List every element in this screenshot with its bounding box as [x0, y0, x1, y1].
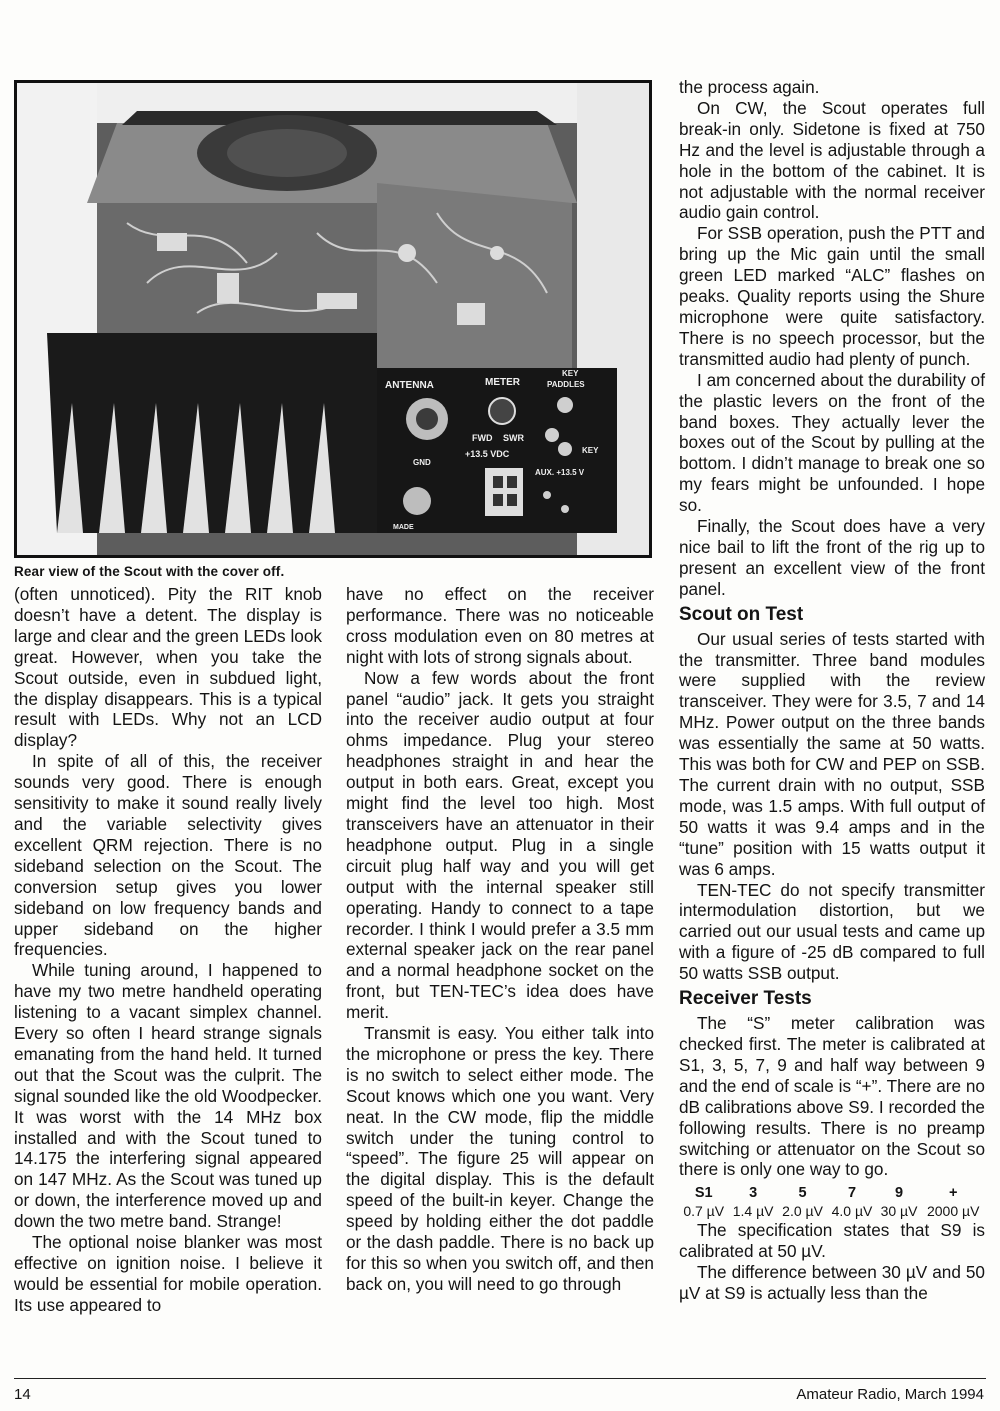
transceiver-illustration [17, 83, 649, 555]
s-meter-value: 2.0 µV [782, 1203, 823, 1220]
label-key: KEY [582, 446, 599, 455]
paragraph: For SSB operation, push the PTT and bring up the Mic gain until the small green LED marked “ALC” flashes on peaks. Quality reports using the Shure microphone were quite satisfactory. There is no speech processor, but the transmitted audio had plenty of punch. [679, 223, 985, 369]
column-1 [14, 584, 322, 1316]
s-meter-header: S1 [694, 1185, 713, 1202]
label-gnd: GND [413, 458, 431, 467]
s-meter-value: 4.0 µV [831, 1203, 873, 1220]
paragraph: Finally, the Scout does have a very nice bail to lift the front of the rig up to present an excellent view of the front panel. [679, 516, 985, 599]
paragraph: Now a few words about the front panel “audio” jack. It gets you straight into the receiver audio output at four ohms impedance. Plug your stereo headphones straight in and hear the output in both ears. Great, except you might find the level too high. Most transceivers have an attenuator in their headphone output. Plug in a single circuit plug half way and you will get output with the internal speaker still operating. Handy to connect to a tape recorder. I think I would prefer a 3.5 mm external speaker jack on the rear panel and a normal headphone socket on the front, but TEN-TEC’s idea does have merit. [346, 667, 654, 1023]
publication-line: Amateur Radio, March 1994 [796, 1386, 984, 1403]
label-made-in: MADE [393, 524, 414, 531]
paragraph: (often unnoticed). Pity the RIT knob doesn’t have a detent. The display is large and clear and the green LEDs look great. However, when you take the Scout outside, even in subdued light, the display disappears. This is a typical result with LEDs. Why not an LCD display? [14, 584, 322, 751]
paragraph: The optional noise blanker was most effective on ignition noise. I believe it would be essential for mobile operation. Its use appeared to [14, 1232, 322, 1315]
s-meter-table [679, 1184, 985, 1220]
meter-switch [489, 398, 515, 424]
label-aux: AUX. +13.5 V [535, 468, 585, 477]
label-swr: SWR [503, 433, 524, 443]
label-antenna: ANTENNA [385, 380, 434, 391]
column-3 [679, 77, 985, 1304]
paragraph: While tuning around, I happened to have my two metre handheld operating listening to a vacant simplex channel. Every so often I heard strange signals emanating from the hand held. It turned out that the Scout was the culprit. The signal sounded like the old Woodpecker. It was worst with the 14 MHz box installed and with the Scout tuned to 14.175 the interfering signal appeared on 147 MHz. As the Scout was tuned up or down, the interference moved up and down the two metre band. Strange! [14, 960, 322, 1232]
s-meter-value: 2000 µV [926, 1203, 980, 1220]
paragraph: Transmit is easy. You either talk into the microphone or press the key. There is no switch to select either mode. The Scout knows which one you want. Very neat. In the CW mode, flip the middle switch under the tuning control to “speed”. The figure 25 will appear on the digital display. This is the default speed of the built-in keyer. Change the speed by holding either the dot paddle or the dash paddle. There is no back up for this so when you switch off, and then back on, you will need to go through [346, 1023, 654, 1294]
s-meter-value-row [679, 1202, 985, 1220]
label-key-paddles-2: PADDLES [547, 380, 585, 389]
rear-view-photo [14, 80, 652, 558]
paragraph: On CW, the Scout operates full break-in only. Sidetone is fixed at 750 Hz and the level is adjustable through a hole in the bottom of the cabinet. It is not adjustable with the normal receiver audio gain control. [679, 97, 985, 223]
photo-caption: Rear view of the Scout with the cover off. [14, 564, 285, 579]
s-meter-header: 9 [895, 1185, 904, 1202]
label-fwd: FWD [472, 433, 493, 443]
s-meter-header-row [679, 1184, 985, 1202]
column-2 [346, 584, 654, 1295]
s-meter-header: + [948, 1185, 958, 1202]
paragraph: I am concerned about the durability of the plastic levers on the front of the band boxes. They actually lever the boxes out of the Scout by pulling at the bottom. I didn’t manage to break one so my fears might be unfounded. I hope so. [679, 369, 985, 516]
s-meter-value: 30 µV [880, 1203, 918, 1220]
paragraph: have no effect on the receiver performance. There was no noticeable cross modulation even on 80 metres at night with lots of strong signals about. [346, 584, 654, 667]
footer-rule [14, 1378, 986, 1379]
paragraph: Our usual series of tests started with the transmitter. Three band modules were supplied with the review transceiver. They were for 3.5, 7 and 14 MHz. Power output on the three bands was essentially the same at 50 watts. This was both for CW and PEP on SSB. The current drain with no output, SSB mode, was 1.5 amps. With full output of 50 watts it was 9.4 amps and in the “tune” position with 15 watts output it was 6 amps. [679, 628, 985, 879]
paragraph: The “S” meter calibration was checked first. The meter is calibrated at S1, 3, 5, 7, 9 and half way between 9 and the end of scale is “+”. There are no dB calibrations above S9. I recorded the following results. There is no preamp switching or attenuator on the Scout so there is only one way to go. [679, 1013, 985, 1180]
key-paddles-jack [557, 397, 573, 413]
page-number: 14 [14, 1386, 31, 1403]
s-meter-value: 0.7 µV [683, 1203, 725, 1220]
s-meter-value: 1.4 µV [732, 1203, 774, 1220]
ground-post [403, 487, 431, 515]
paragraph: TEN-TEC do not specify transmitter intermodulation distortion, but we carried out our usual tests and came up with a figure of -25 dB compared to full 50 watts SSB output. [679, 879, 985, 984]
paragraph: The specification states that S9 is calibrated at 50 µV. [679, 1220, 985, 1262]
paragraph: the process again. [679, 77, 820, 97]
section-heading-receiver-tests: Receiver Tests [679, 988, 812, 1010]
paragraph: In spite of all of this, the receiver sounds very good. There is enough sensitivity to make it sound really lively and the variable selectivity gives excellent QRM rejection. There is no sideband selection on the Scout. The conversion setup gives you lower sideband on low frequency bands and upper sideband on the higher frequencies. [14, 751, 322, 960]
label-meter: METER [485, 377, 520, 388]
s-meter-header: 7 [847, 1185, 857, 1202]
label-key-paddles-1: KEY [562, 369, 579, 378]
section-heading-scout-on-test: Scout on Test [679, 603, 804, 625]
paragraph: The difference between 30 µV and 50 µV at S9 is actually less than the [679, 1262, 985, 1304]
label-vdc: +13.5 VDC [465, 449, 510, 459]
s-meter-header: 5 [798, 1185, 807, 1202]
s-meter-header: 3 [749, 1185, 758, 1202]
power-connector [485, 468, 523, 516]
